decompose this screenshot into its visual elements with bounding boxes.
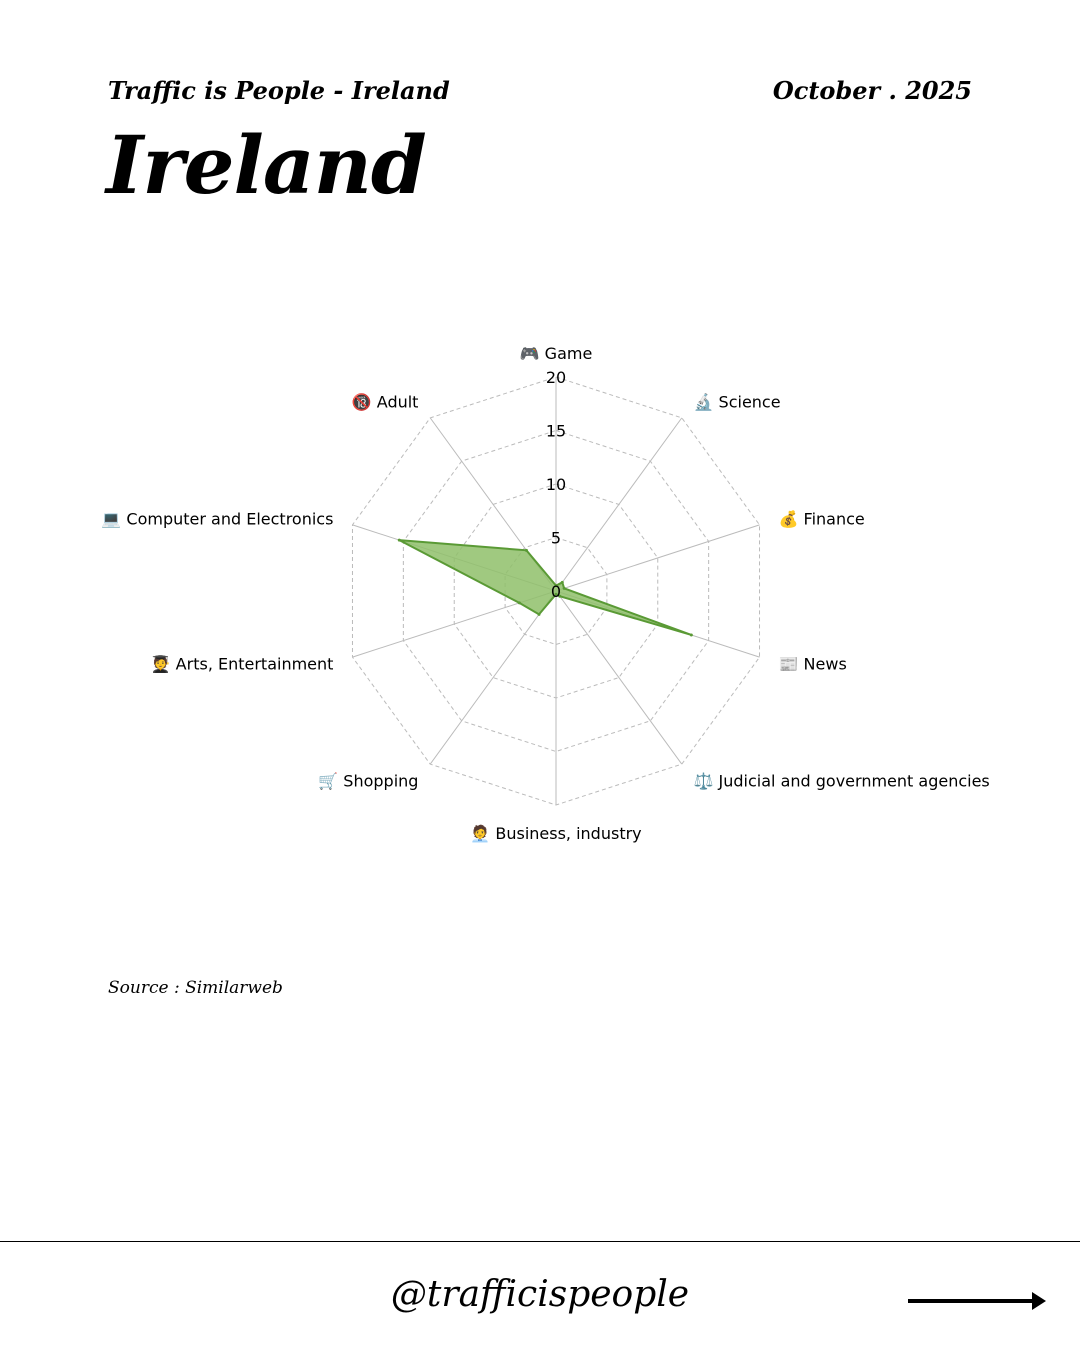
header-date: October . 2025 <box>772 76 972 105</box>
radial-tick-label: 15 <box>545 421 567 441</box>
category-label: 💻 Computer and Electronics <box>101 509 334 529</box>
radar-point <box>518 601 521 604</box>
radial-tick-label: 20 <box>545 368 567 387</box>
category-label: 📰 News <box>778 654 847 674</box>
radial-tick-label: 0 <box>550 582 562 601</box>
source-note: Source : Similarweb <box>108 978 283 998</box>
category-label: 🧑‍🎓 Arts, Entertainment <box>150 654 334 674</box>
category-label: 🛒 Shopping <box>318 771 419 791</box>
radar-spoke <box>430 591 556 764</box>
radial-tick-label: 10 <box>545 475 567 494</box>
radar-spoke <box>556 591 682 764</box>
radar-series-area <box>399 540 691 635</box>
category-label: 🎮 Game <box>519 344 593 363</box>
radar-point <box>690 633 693 636</box>
radar-chart <box>0 320 1080 860</box>
header-series-title: Traffic is People - Ireland <box>108 76 450 105</box>
radar-spoke <box>556 418 682 591</box>
page-title: Ireland <box>106 118 426 212</box>
footer-handle: @trafficispeople <box>390 1274 690 1315</box>
radial-tick-label: 5 <box>550 528 562 548</box>
category-label: 🔞 Adult <box>351 392 419 412</box>
category-label: 🔬 Science <box>693 392 781 412</box>
category-label: ⚖️ Judicial and government agencies <box>693 771 990 791</box>
radar-point <box>398 539 401 542</box>
radar-point <box>561 581 564 584</box>
footer-divider <box>0 1241 1080 1242</box>
radar-point <box>538 613 541 616</box>
arrow-right-icon[interactable] <box>906 1288 1048 1314</box>
radar-point <box>563 587 566 590</box>
radar-point <box>525 549 528 552</box>
category-label: 🧑‍💼 Business, industry <box>470 824 642 843</box>
category-label: 💰 Finance <box>778 509 865 529</box>
